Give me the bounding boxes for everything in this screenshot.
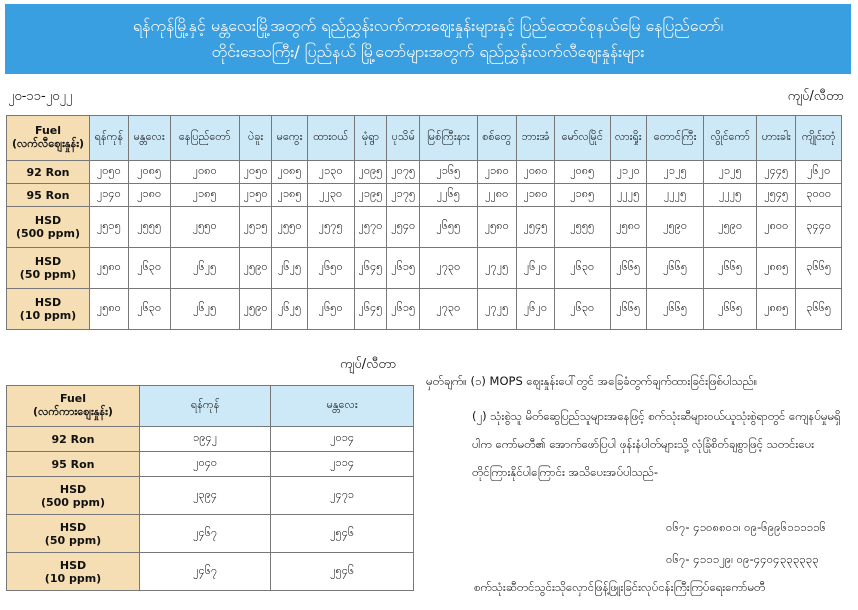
wholesale-price-table (6, 385, 414, 591)
price-cell: ၂၅၉၀ (239, 248, 272, 289)
price-cell: ၂၇၃၀ (420, 289, 477, 330)
price-cell: ၂၅၄၅ (516, 207, 554, 248)
wholesale-header-row (7, 386, 414, 427)
price-cell: ၂၆၄၅ (354, 289, 387, 330)
price-cell: ၂၁၆၅ (420, 161, 477, 184)
price-cell: ၂၆၂၀ (796, 161, 842, 184)
table-row (7, 184, 842, 207)
price-cell: ၂၁၈၀ (516, 184, 554, 207)
price-cell: ၂၀၅၀ (239, 161, 272, 184)
price-cell: ၂၀၁၄ (271, 427, 414, 452)
price-cell: ၂၅၈၀ (477, 207, 516, 248)
price-cell: ၂၅၅၀ (170, 207, 239, 248)
price-cell: ၂၀၈၀ (170, 161, 239, 184)
price-cell: ၂၆၂၀ (516, 248, 554, 289)
price-cell: ၂၅၇၀ (354, 207, 387, 248)
price-cell: ၂၂၈၀ (477, 184, 516, 207)
retail-header-row (7, 116, 842, 161)
price-cell: ၂၀၈၅ (272, 161, 307, 184)
price-cell: ၃၄၄၀ (796, 207, 842, 248)
column-header: ရန်ကုန် (90, 116, 129, 161)
price-cell: ၂၁၄၀ (90, 184, 129, 207)
fuel-type-cell: 95 Ron (7, 452, 140, 477)
price-cell: ၂၅၄၆ (271, 515, 414, 553)
price-cell: ၂၅၄၅ (757, 184, 796, 207)
price-cell: ၂၂၂၅ (646, 184, 703, 207)
price-cell: ၂၅၉၀ (646, 207, 703, 248)
price-cell: ၃၆၆၅ (796, 289, 842, 330)
price-cell: ၂၅၁၅ (239, 207, 272, 248)
table-row (7, 477, 414, 515)
price-cell: ၂၀၇၅ (387, 161, 420, 184)
price-cell: ၂၅၈၀ (90, 289, 129, 330)
price-cell: ၂၆၅၀ (307, 289, 354, 330)
price-cell: ၂၆၅၀ (307, 248, 354, 289)
price-cell: ၂၇၃၀ (420, 248, 477, 289)
price-cell: ၂၀၈၅ (128, 161, 170, 184)
column-header: ကျိုင်းတုံ (796, 116, 842, 161)
price-cell: ၂၆၅၅ (420, 207, 477, 248)
table-row (7, 207, 842, 248)
price-cell: ၂၄၆၇ (140, 515, 271, 553)
price-cell: ၃၆၆၅ (796, 248, 842, 289)
price-cell: ၂၁၈၀ (477, 161, 516, 184)
fuel-column-header: Fuel (လက်လီဈေးနှုန်း) (7, 116, 90, 161)
price-cell: ၂၅၁၅ (90, 207, 129, 248)
column-header: ပဲခူး (239, 116, 272, 161)
fuel-type-cell: HSD (10 ppm) (7, 553, 140, 591)
price-cell: ၂၁၈၅ (555, 184, 611, 207)
price-cell: ၂၅၉၀ (704, 207, 757, 248)
price-cell: ၂၁၃၀ (307, 161, 354, 184)
price-cell: ၂၅၈၀ (610, 207, 646, 248)
price-cell: ၂၀၈၀ (516, 161, 554, 184)
price-cell: ၂၅၄၆ (271, 553, 414, 591)
column-header: လွိုင်ကော် (704, 116, 757, 161)
price-cell: ၂၁၂၅ (646, 161, 703, 184)
price-cell: ၂၆၆၅ (704, 248, 757, 289)
header-title-line1: ရန်ကုန်မြို့နှင့် မန္တလေးမြို့အတွက် ရည်ညွှန်းလက်ကားဈေးနှုန်းများနှင့် ပြည်ထောင်စုနယ်မြေ နေပြည်တော်၊ (132, 16, 724, 35)
price-cell: ၂၄၄၅ (757, 161, 796, 184)
column-header: မကွေး (272, 116, 307, 161)
price-cell: ၂၀၅၀ (90, 161, 129, 184)
price-cell: ၂၆၁၅ (387, 289, 420, 330)
price-cell: ၂၁၉၅ (354, 184, 387, 207)
price-cell: ၂၈၀၀ (757, 207, 796, 248)
price-cell: ၂၆၆၅ (646, 248, 703, 289)
table-row (7, 515, 414, 553)
price-cell: ၂၆၆၅ (610, 248, 646, 289)
column-header: စစ်တွေ (477, 116, 516, 161)
table-row (7, 452, 414, 477)
price-cell: ၂၅၅၅ (555, 207, 611, 248)
price-cell: ၂၅၉၀ (239, 289, 272, 330)
fuel-type-cell: HSD (50 ppm) (7, 515, 140, 553)
note-1: မှတ်ချက်။ (၁) MOPS ဈေးနှုန်းပေါ်တွင် အခြေခံတွက်ချက်ထားခြင်းဖြစ်ပါသည်။ (426, 374, 758, 388)
price-cell: ၂၆၆၅ (646, 289, 703, 330)
fuel-column-header: Fuel (လက်ကားဈေးနှုန်း) (7, 386, 140, 427)
fuel-type-cell: 92 Ron (7, 427, 140, 452)
price-cell: ၂၀၉၅ (354, 161, 387, 184)
price-cell: ၂၆၆၅ (610, 289, 646, 330)
wholesale-unit-label: ကျပ်/လီတာ (340, 357, 397, 372)
price-cell: ၂၆၃၀ (128, 248, 170, 289)
price-cell: ၂၆၂၅ (170, 248, 239, 289)
header-title-line2: တိုင်းဒေသကြီး/ ပြည်နယ် မြို့တော်များအတွက် ရည်ညွှန်းလက်လီဈေးနှုန်းများ (211, 42, 645, 61)
phone-line-2: ၀၆၇- ၄၁၁၁၂၉၊ ၀၉-၄၄၀၄၃၃၃၃၃၃ (666, 552, 819, 566)
price-cell: ၂၆၄၅ (354, 248, 387, 289)
price-cell: ၂၄၇၁ (271, 477, 414, 515)
fuel-type-cell: HSD (50 ppm) (7, 248, 90, 289)
price-cell: ၂၆၂၅ (272, 289, 307, 330)
table-row (7, 427, 414, 452)
note-2: (၂) သုံးစွဲသူ မိတ်ဆွေပြည်သူများအနေဖြင့် စက်သုံးဆီများဝယ်ယူသုံးစွဲရာတွင် ကျေနပ်မှုမရှိပါက ကော်မတီ၏ အောက်ဖော်ပြပါ ဖုန်းနံပါတ်များသို့ လုံခြုံစိတ်ချစွာဖြင့် သတင်းပေးတိုင်ကြားနိုင်ပါကြောင်း အသိပေးအပ်ပါသည်- (472, 409, 841, 479)
column-header: တောင်ကြီး (646, 116, 703, 161)
price-cell: ၂၅၄၀ (387, 207, 420, 248)
fuel-type-cell: 95 Ron (7, 184, 90, 207)
price-cell: ၂၀၈၅ (555, 161, 611, 184)
table-row (7, 289, 842, 330)
price-cell: ၂၅၅၅ (128, 207, 170, 248)
price-cell: ၂၆၃၀ (555, 289, 611, 330)
column-header: ဘားအံ (516, 116, 554, 161)
price-cell: ၂၇၂၅ (477, 248, 516, 289)
price-cell: ၂၅၇၅ (307, 207, 354, 248)
price-cell: ၂၈၈၅ (757, 248, 796, 289)
price-cell: ၂၀၄၀ (140, 452, 271, 477)
fuel-type-cell: 92 Ron (7, 161, 90, 184)
price-cell: ၂၁၈၅ (272, 184, 307, 207)
price-cell: ၂၁၈၀ (128, 184, 170, 207)
price-cell: ၂၁၂၀ (610, 161, 646, 184)
price-cell: ၂၅၅၀ (272, 207, 307, 248)
price-cell: ၂၁၂၅ (704, 161, 757, 184)
unit-label: ကျပ်/လီတာ (787, 89, 844, 104)
column-header: မန္တလေး (271, 386, 414, 427)
price-cell: ၂၆၃၀ (555, 248, 611, 289)
price-cell: ၂၁၁၄ (271, 452, 414, 477)
price-cell: ၁၉၄၂ (140, 427, 271, 452)
price-cell: ၂၃၉၄ (140, 477, 271, 515)
table-row (7, 248, 842, 289)
fuel-type-cell: HSD (10 ppm) (7, 289, 90, 330)
column-header: မန္တလေး (128, 116, 170, 161)
fuel-type-cell: HSD (500 ppm) (7, 477, 140, 515)
price-cell: ၂၆၆၅ (704, 289, 757, 330)
column-header: ပုသိမ် (387, 116, 420, 161)
price-cell: ၂၆၂၅ (170, 289, 239, 330)
price-cell: ၂၁၇၅ (387, 184, 420, 207)
table-row (7, 553, 414, 591)
column-header: ထားဝယ် (307, 116, 354, 161)
price-cell: ၂၈၈၅ (757, 289, 796, 330)
price-cell: ၂၇၂၅ (477, 289, 516, 330)
price-cell: ၂၅၈၀ (90, 248, 129, 289)
column-header: ရန်ကုန် (140, 386, 271, 427)
column-header: လားရှိုး (610, 116, 646, 161)
price-cell: ၂၂၂၅ (610, 184, 646, 207)
price-cell: ၂၂၂၅ (704, 184, 757, 207)
price-cell: ၂၆၃၀ (128, 289, 170, 330)
price-cell: ၂၁၈၅ (170, 184, 239, 207)
header-banner (5, 4, 851, 74)
column-header: ဟားခါး (757, 116, 796, 161)
price-cell: ၂၂၃၀ (307, 184, 354, 207)
report-date: ၂၀-၁၁-၂၀၂၂ (8, 89, 73, 104)
column-header: နေပြည်တော် (170, 116, 239, 161)
price-cell: ၂၆၁၅ (387, 248, 420, 289)
phone-line-1: ၀၆၇- ၄၁၀၈၈၀၁၊ ၀၉-၆၉၉၆၁၁၁၁၁၆ (666, 520, 826, 534)
price-cell: ၂၂၆၅ (420, 184, 477, 207)
fuel-type-cell: HSD (500 ppm) (7, 207, 90, 248)
column-header: မြစ်ကြီးနား (420, 116, 477, 161)
price-cell: ၂၄၆၇ (140, 553, 271, 591)
retail-price-table (6, 115, 842, 330)
column-header: မုံရွာ (354, 116, 387, 161)
price-cell: ၂၁၅၀ (239, 184, 272, 207)
price-cell: ၃၀၀၀ (796, 184, 842, 207)
committee-name: စက်သုံးဆီတင်သွင်းသိုလှောင်ဖြန့်ဖြူးခြင်းလုပ်ငန်းကြီးကြပ်ရေးကော်မတီ (474, 580, 766, 594)
column-header: မော်လမြိုင် (555, 116, 611, 161)
price-cell: ၂၆၂၅ (272, 248, 307, 289)
table-row (7, 161, 842, 184)
price-cell: ၂၆၂၀ (516, 289, 554, 330)
